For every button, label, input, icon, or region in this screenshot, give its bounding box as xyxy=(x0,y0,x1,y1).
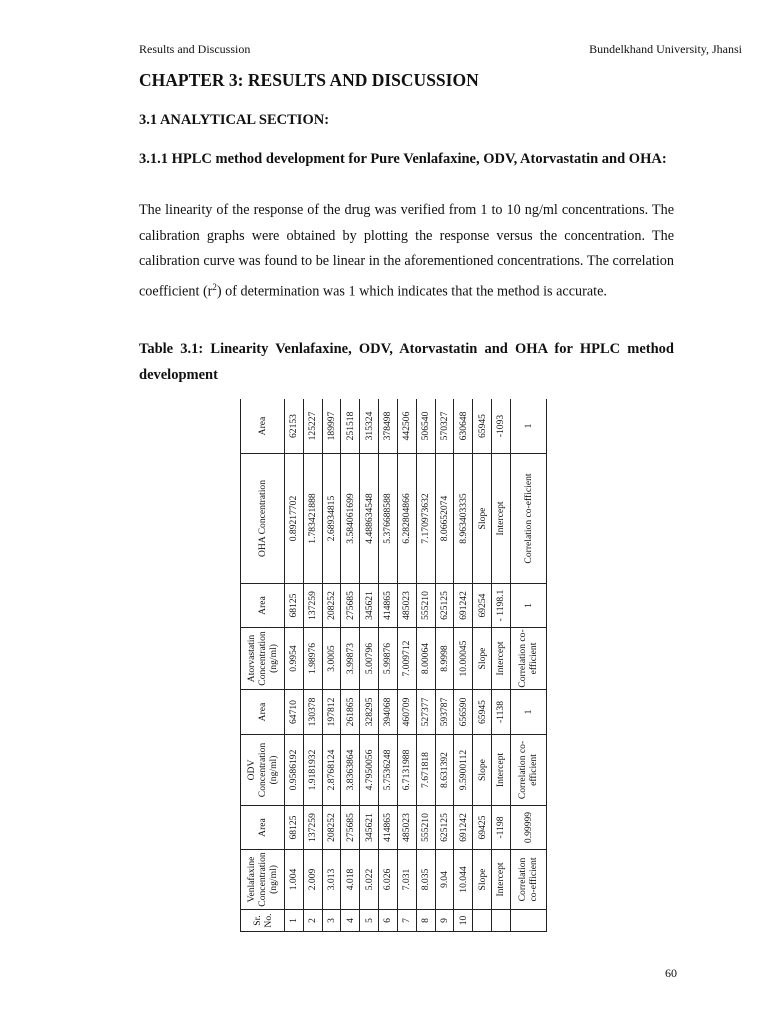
table-row xyxy=(454,399,473,932)
table-cell: 62153 xyxy=(285,399,304,454)
table-cell: 4.488634548 xyxy=(360,454,379,584)
table-cell: 2 xyxy=(303,910,322,932)
table-cell: 625125 xyxy=(435,584,454,628)
table-cell: 9.5900112 xyxy=(454,735,473,806)
section-title: 3.1 ANALYTICAL SECTION: xyxy=(139,112,330,128)
table-cell: 8 xyxy=(416,910,435,932)
table-cell: 414865 xyxy=(379,584,398,628)
table-row xyxy=(360,399,379,932)
table-cell: 251518 xyxy=(341,399,360,454)
table-cell: 7.170973632 xyxy=(416,454,435,584)
table-cell: 0.9954 xyxy=(285,628,304,690)
subsection-title: 3.1.1 HPLC method development for Pure Venlafaxine, ODV, Atorvastatin and OHA: xyxy=(139,151,667,167)
table-row xyxy=(379,399,398,932)
table-row xyxy=(491,399,510,932)
table-cell: Slope xyxy=(473,628,492,690)
table-cell: 3.013 xyxy=(322,850,341,910)
table-cell: 197812 xyxy=(322,690,341,735)
table-body xyxy=(285,399,547,932)
table-cell: 691242 xyxy=(454,584,473,628)
table-cell xyxy=(510,910,546,932)
table-cell: 125227 xyxy=(303,399,322,454)
linearity-table xyxy=(240,399,547,932)
table-cell: 691242 xyxy=(454,806,473,850)
table-cell: 1 xyxy=(510,399,546,454)
table-caption: Table 3.1: Linearity Venlafaxine, ODV, Atorvastatin and OHA for HPLC method development xyxy=(139,341,674,383)
table-header-cell: ODV Concentration (ng/ml) xyxy=(241,735,285,806)
table-cell: 8.035 xyxy=(416,850,435,910)
table-cell: Correlation co-efficient xyxy=(510,850,546,910)
table-cell: Intercept xyxy=(491,454,510,584)
table-cell: Intercept xyxy=(491,628,510,690)
table-cell: 1 xyxy=(510,584,546,628)
table-header-cell: Venlafaxine Concentration (ng/ml) xyxy=(241,850,285,910)
table-cell: -1198 xyxy=(491,806,510,850)
table-cell: 4.7950056 xyxy=(360,735,379,806)
table-cell: 7 xyxy=(397,910,416,932)
table-cell: 593787 xyxy=(435,690,454,735)
table-cell: 1.98976 xyxy=(303,628,322,690)
table-cell: Correlation co-efficient xyxy=(510,454,546,584)
table-cell: Slope xyxy=(473,454,492,584)
table-cell: 1 xyxy=(285,910,304,932)
table-cell: Correlation co-efficient xyxy=(510,735,546,806)
table-cell: 10.00045 xyxy=(454,628,473,690)
table-cell: 6.7131988 xyxy=(397,735,416,806)
table-cell: 414865 xyxy=(379,806,398,850)
table-cell: 3.584061699 xyxy=(341,454,360,584)
table-cell xyxy=(491,910,510,932)
table-cell: 5.376688588 xyxy=(379,454,398,584)
table-cell: 527377 xyxy=(416,690,435,735)
table-cell: 7.031 xyxy=(397,850,416,910)
table-header-row xyxy=(241,399,285,932)
table-row xyxy=(341,399,360,932)
table-cell xyxy=(473,910,492,932)
table-header-cell: Atorvastatin Concentration (ng/ml) xyxy=(241,628,285,690)
table-cell: 68125 xyxy=(285,584,304,628)
table-cell: 3 xyxy=(322,910,341,932)
table-cell: Slope xyxy=(473,850,492,910)
table-cell: 8.631392 xyxy=(435,735,454,806)
table-cell: 7.009712 xyxy=(397,628,416,690)
body-paragraph xyxy=(139,198,674,305)
table-cell: 506540 xyxy=(416,399,435,454)
chapter-title: CHAPTER 3: RESULTS AND DISCUSSION xyxy=(139,70,479,90)
table-cell: 4 xyxy=(341,910,360,932)
table-cell: 442506 xyxy=(397,399,416,454)
table-cell: 69425 xyxy=(473,806,492,850)
table-cell: 10.044 xyxy=(454,850,473,910)
table-cell: 2.009 xyxy=(303,850,322,910)
table-cell: 625125 xyxy=(435,806,454,850)
table-cell: 137259 xyxy=(303,806,322,850)
table-cell: 8.963403335 xyxy=(454,454,473,584)
table-cell: 460709 xyxy=(397,690,416,735)
table-cell: 1.9181932 xyxy=(303,735,322,806)
table-row xyxy=(322,399,341,932)
table-cell: 2.68934815 xyxy=(322,454,341,584)
table-cell: 9 xyxy=(435,910,454,932)
table-row xyxy=(473,399,492,932)
table-cell: 189997 xyxy=(322,399,341,454)
rotated-table-container xyxy=(240,399,547,932)
table-cell: 9.04 xyxy=(435,850,454,910)
table-cell: 656590 xyxy=(454,690,473,735)
table-cell: 68125 xyxy=(285,806,304,850)
table-row xyxy=(416,399,435,932)
table-cell: Correlation co-efficient xyxy=(510,628,546,690)
table-cell: 345621 xyxy=(360,584,379,628)
table-cell: Intercept xyxy=(491,850,510,910)
running-header-left: Results and Discussion xyxy=(139,42,251,56)
table-cell: 275685 xyxy=(341,584,360,628)
table-row xyxy=(397,399,416,932)
table-header-cell: Sr. No. xyxy=(241,910,285,932)
rotated-table xyxy=(240,399,547,932)
table-cell: 6 xyxy=(379,910,398,932)
table-header-cell: Area xyxy=(241,806,285,850)
r-squared-superscript: 2 xyxy=(212,281,217,292)
table-cell: 5.022 xyxy=(360,850,379,910)
paragraph-text-part2: ) of determination was 1 which indicates that the method is accurate. xyxy=(216,283,607,300)
table-cell: 6.026 xyxy=(379,850,398,910)
table-cell: 8.00064 xyxy=(416,628,435,690)
table-header-cell: Area xyxy=(241,690,285,735)
page-number: 60 xyxy=(665,966,677,980)
table-cell: 64710 xyxy=(285,690,304,735)
table-cell: 7.671818 xyxy=(416,735,435,806)
table-cell: 3.0005 xyxy=(322,628,341,690)
table-cell: -1138 xyxy=(491,690,510,735)
table-cell: 65945 xyxy=(473,399,492,454)
table-cell: 208252 xyxy=(322,806,341,850)
table-cell: 555210 xyxy=(416,584,435,628)
table-cell: - 1198.1 xyxy=(491,584,510,628)
table-cell: 275685 xyxy=(341,806,360,850)
table-cell: 8.9998 xyxy=(435,628,454,690)
table-cell: 10 xyxy=(454,910,473,932)
table-cell: -1093 xyxy=(491,399,510,454)
table-cell: 4.018 xyxy=(341,850,360,910)
table-cell: 378498 xyxy=(379,399,398,454)
table-cell: 345621 xyxy=(360,806,379,850)
table-cell: 8.06652074 xyxy=(435,454,454,584)
table-header-cell: Area xyxy=(241,399,285,454)
table-cell: Intercept xyxy=(491,735,510,806)
table-cell: 1.004 xyxy=(285,850,304,910)
table-cell: 0.9586192 xyxy=(285,735,304,806)
table-row xyxy=(285,399,304,932)
table-cell: 5.7536248 xyxy=(379,735,398,806)
table-cell: 1 xyxy=(510,690,546,735)
table-cell: 69254 xyxy=(473,584,492,628)
table-cell: 328295 xyxy=(360,690,379,735)
table-cell: 208252 xyxy=(322,584,341,628)
table-cell: 65945 xyxy=(473,690,492,735)
running-header-right: Bundelkhand University, Jhansi xyxy=(589,42,742,56)
table-row xyxy=(510,399,546,932)
table-cell: 130378 xyxy=(303,690,322,735)
table-cell: 5.00796 xyxy=(360,628,379,690)
table-cell: 3.99873 xyxy=(341,628,360,690)
table-cell: 5 xyxy=(360,910,379,932)
table-cell: 570327 xyxy=(435,399,454,454)
table-row xyxy=(435,399,454,932)
table-cell: 1.783421888 xyxy=(303,454,322,584)
table-cell: 485023 xyxy=(397,806,416,850)
table-cell: 0.89217702 xyxy=(285,454,304,584)
table-cell: 2.8768124 xyxy=(322,735,341,806)
table-cell: 394068 xyxy=(379,690,398,735)
table-header-cell: Area xyxy=(241,584,285,628)
table-cell: 315324 xyxy=(360,399,379,454)
table-cell: Slope xyxy=(473,735,492,806)
table-cell: 630648 xyxy=(454,399,473,454)
table-cell: 137259 xyxy=(303,584,322,628)
table-cell: 6.282804866 xyxy=(397,454,416,584)
table-header-cell: OHA Concentration xyxy=(241,454,285,584)
table-cell: 485023 xyxy=(397,584,416,628)
paragraph-text-part1: The linearity of the response of the drug was verified from 1 to 10 ng/ml concentrations. The calibration graphs were obtained by plotting the response versus the concentration. The calibration curve was found to be linear in the aforementioned concentrations. The correlation coefficient (r xyxy=(139,202,674,300)
table-cell: 5.99876 xyxy=(379,628,398,690)
table-cell: 555210 xyxy=(416,806,435,850)
table-cell: 3.8363864 xyxy=(341,735,360,806)
table-cell: 261865 xyxy=(341,690,360,735)
table-row xyxy=(303,399,322,932)
table-cell: 0.99999 xyxy=(510,806,546,850)
